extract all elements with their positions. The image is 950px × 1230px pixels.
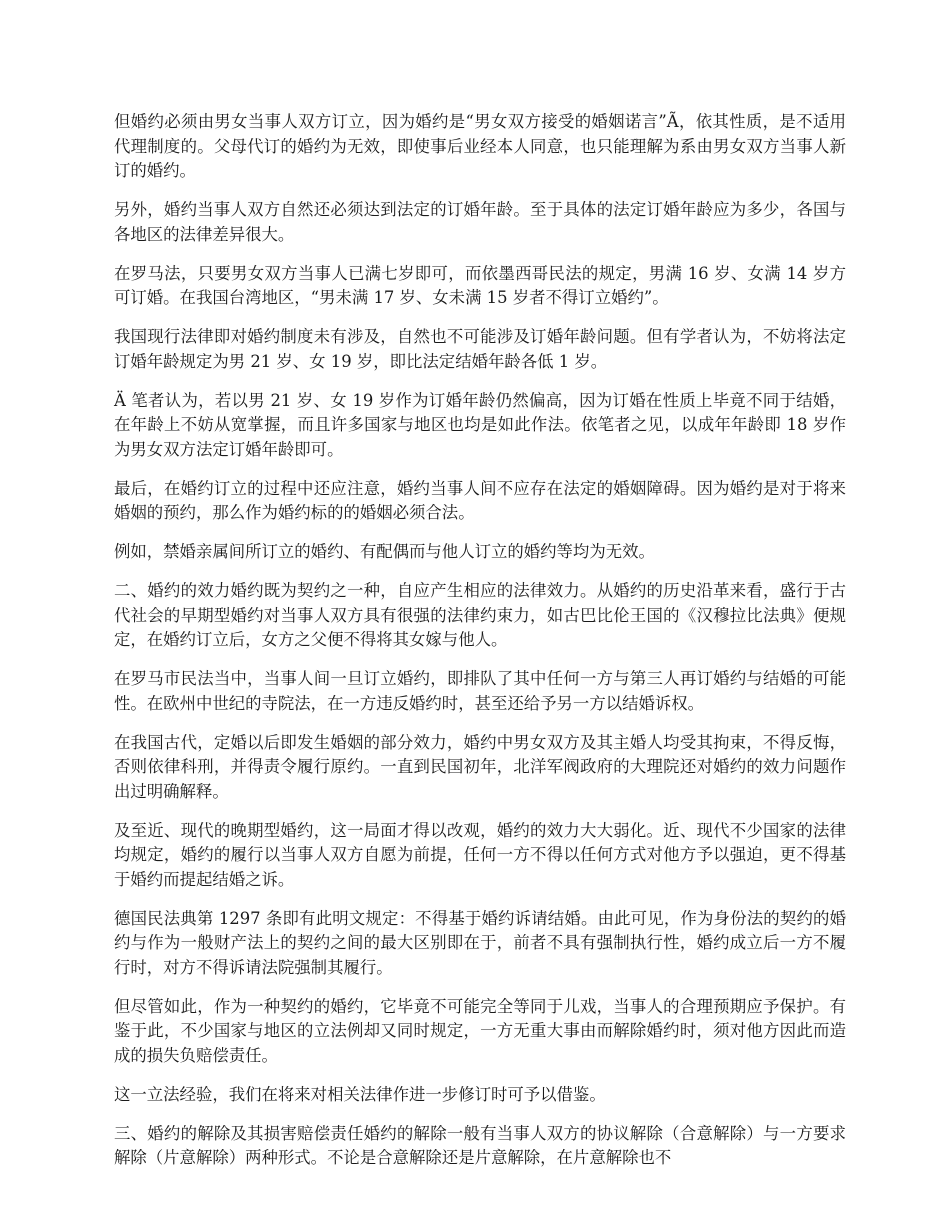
paragraph: 在罗马法，只要男女双方当事人已满七岁即可，而依墨西哥民法的规定，男满 16 岁、女满 14 岁方可订婚。在我国台湾地区，“男未满 17 岁、女未满 15 岁者不得订立婚约”。 — [114, 263, 846, 307]
paragraph: 最后，在婚约订立的过程中还应注意，婚约当事人间不应存在法定的婚姻障碍。因为婚约是对于将来婚姻的预约，那么作为婚约标的的婚姻必须合法。 — [114, 478, 846, 522]
paragraph: 德国民法典第 1297 条即有此明文规定：不得基于婚约诉请结婚。由此可见，作为身份法的契约的婚约与作为一般财产法上的契约之间的最大区别即在于，前者不具有强制执行性，婚约成立后一方不履行时，对方不得诉请法院强制其履行。 — [114, 908, 846, 977]
document-body — [114, 110, 846, 1185]
paragraph: 例如，禁婚亲属间所订立的婚约、有配偶而与他人订立的婚约等均为无效。 — [114, 542, 655, 561]
paragraph: 三、婚约的解除及其损害赔偿责任婚约的解除一般有当事人双方的协议解除（合意解除）与一方要求解除（片意解除）两种形式。不论是合意解除还是片意解除，在片意解除也不 — [114, 1123, 846, 1167]
paragraph: 二、婚约的效力婚约既为契约之一种，自应产生相应的法律效力。从婚约的历史沿革来看，盛行于古代社会的早期型婚约对当事人双方具有很强的法律约束力，如古巴比伦王国的《汉穆拉比法典》便规定，在婚约订立后，女方之父便不得将其女嫁与他人。 — [114, 581, 846, 649]
paragraph: 但尽管如此，作为一种契约的婚约，它毕竟不可能完全等同于儿戏，当事人的合理预期应予保护。有鉴于此，不少国家与地区的立法例却又同时规定，一方无重大事由而解除婚约时，须对他方因此而造成的损失负赔偿责任。 — [114, 996, 846, 1065]
paragraph: 另外，婚约当事人双方自然还必须达到法定的订婚年龄。至于具体的法定订婚年龄应为多少，各国与各地区的法律差异很大。 — [114, 200, 846, 244]
paragraph: Ä 笔者认为，若以男 21 岁、女 19 岁作为订婚年龄仍然偏高，因为订婚在性质上毕竟不同于结婚，在年龄上不妨从宽掌握，而且许多国家与地区也均是如此作法。依笔者之见，以成年年龄即 18 岁作为男女双方法定订婚年龄即可。 — [114, 390, 846, 459]
paragraph: 在罗马市民法当中，当事人间一旦订立婚约，即排队了其中任何一方与第三人再订婚约与结婚的可能性。在欧州中世纪的寺院法，在一方违反婚约时，甚至还给予另一方以结婚诉权。 — [114, 669, 846, 713]
paragraph: 这一立法经验，我们在将来对相关法律作进一步修订时可予以借鉴。 — [114, 1084, 606, 1104]
paragraph: 我国现行法律即对婚约制度未有涉及，自然也不可能涉及订婚年龄问题。但有学者认为，不妨将法定订婚年龄规定为男 21 岁、女 19 岁，即比法定结婚年龄各低 1 岁。 — [114, 327, 846, 371]
paragraph: 在我国古代，定婚以后即发生婚姻的部分效力，婚约中男女双方及其主婚人均受其拘束，不得反悔，否则依律科刑，并得责令履行原约。一直到民国初年，北洋军阀政府的大理院还对婚约的效力问题作出过明确解释。 — [114, 732, 846, 801]
paragraph: 及至近、现代的晚期型婚约，这一局面才得以改观，婚约的效力大大弱化。近、现代不少国家的法律均规定，婚约的履行以当事人双方自愿为前提，任何一方不得以任何方式对他方予以强迫，更不得基于婚约而提起结婚之诉。 — [114, 820, 846, 889]
paragraph: 但婚约必须由男女当事人双方订立，因为婚约是“男女双方接受的婚姻诺言”Ã，依其性质，是不适用代理制度的。父母代订的婚约为无效，即使事后业经本人同意，也只能理解为系由男女双方当事人新订的婚约。 — [114, 112, 846, 180]
